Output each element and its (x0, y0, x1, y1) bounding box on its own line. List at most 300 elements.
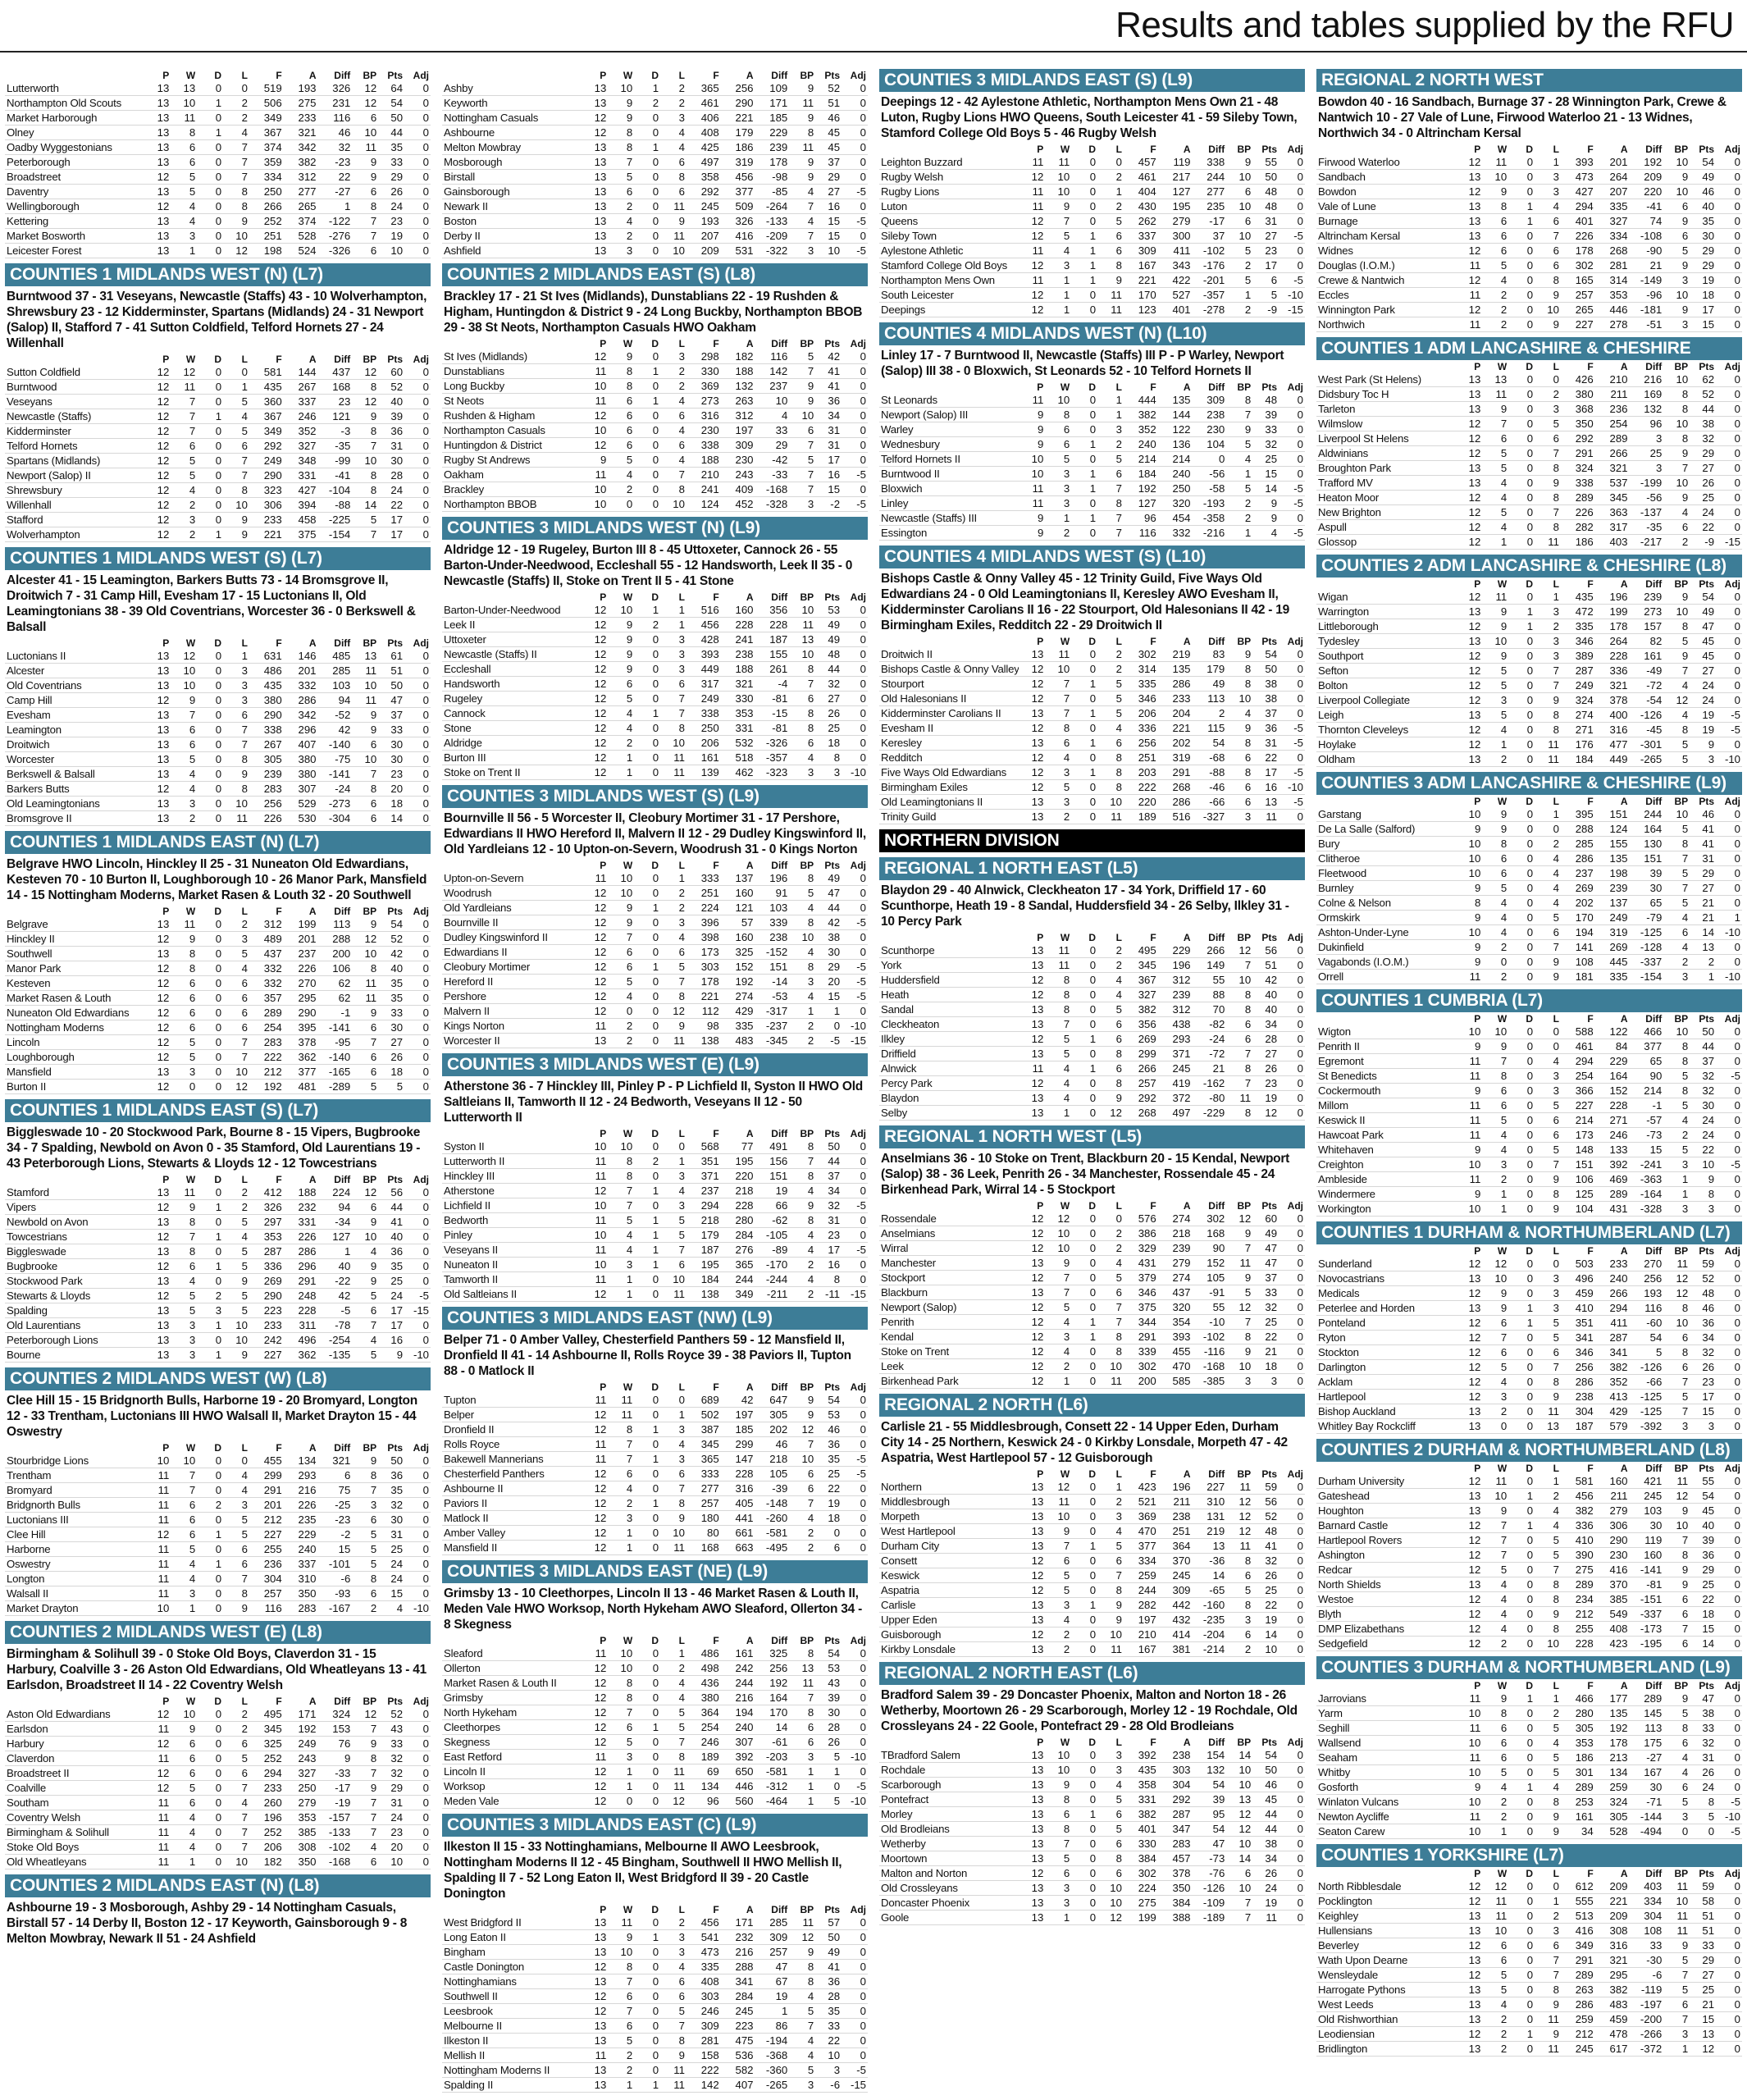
stat-cell: 3 (815, 765, 842, 780)
stat-cell: 5 (1045, 1300, 1071, 1315)
stat-cell: 25 (815, 1467, 842, 1481)
stat-cell: -317 (755, 1004, 790, 1019)
stat-cell: 65 (1630, 896, 1664, 911)
stat-cell: 67 (755, 1974, 790, 1989)
table-row (879, 1315, 1305, 1330)
stat-cell: 299 (721, 1437, 755, 1452)
stat-cell: 7 (352, 1810, 378, 1825)
stat-cell: 4 (1045, 1613, 1071, 1628)
stat-cell: 13 (1019, 647, 1045, 662)
stat-cell: 449 (1595, 752, 1630, 767)
stat-cell: 184 (1124, 467, 1158, 482)
stat-cell: 8 (1482, 1706, 1508, 1721)
table-header-row (879, 931, 1305, 943)
stat-cell: 10 (1045, 1241, 1071, 1256)
stat-cell: 42 (815, 915, 842, 930)
stat-cell: 312 (721, 409, 755, 423)
table-row (442, 603, 868, 618)
stat-cell: 0 (1508, 881, 1535, 896)
table-row (1316, 1795, 1742, 1810)
team-name: Keresley (879, 736, 1019, 751)
stat-cell: 461 (1561, 1039, 1595, 1054)
stat-cell: 9 (1456, 940, 1482, 955)
stat-cell: 9 (171, 1200, 197, 1215)
stat-cell: 5 (352, 1289, 378, 1303)
stat-cell: 11 (582, 871, 608, 886)
stat-cell: 0 (1279, 1061, 1305, 1076)
stat-cell: 195 (721, 1154, 755, 1169)
stat-cell: -116 (1193, 1344, 1227, 1359)
table-row (1316, 1938, 1742, 1953)
table-row (879, 736, 1305, 751)
stat-cell: 47 (1193, 1837, 1227, 1851)
stat-cell: -5 (318, 1303, 353, 1318)
stat-cell: 13 (144, 1244, 171, 1259)
league-section (1316, 555, 1742, 767)
team-name: Gosforth (1316, 1780, 1456, 1795)
stat-cell: 266 (1193, 943, 1227, 958)
header-w: W (1060, 381, 1070, 393)
stat-cell: 6 (1482, 244, 1508, 258)
team-name: Stockport (879, 1271, 1019, 1285)
team-name: Bromyard (5, 1483, 144, 1498)
stat-cell: 4 (1482, 1622, 1508, 1637)
stat-cell: 3 (1663, 970, 1690, 984)
table-row (5, 1483, 431, 1498)
stat-cell: 0 (842, 662, 868, 677)
team-name: Daventry (5, 185, 144, 199)
stat-cell: 1 (1482, 737, 1508, 752)
stat-cell: 0 (1508, 866, 1535, 881)
stat-cell: 0 (1071, 1300, 1097, 1315)
stat-cell: 6 (1482, 1953, 1508, 1968)
stat-cell: 7 (608, 1452, 634, 1467)
stat-cell: 0 (1071, 1359, 1097, 1374)
stat-cell: 1 (1508, 605, 1535, 619)
stat-cell: 0 (1716, 1577, 1742, 1592)
stat-cell: 11 (1456, 1054, 1482, 1069)
header-w: W (185, 1173, 196, 1185)
table-row (442, 1408, 868, 1422)
team-name: Nuneaton II (442, 1258, 582, 1272)
stat-cell: 0 (1279, 1002, 1305, 1017)
stat-cell: 2 (1045, 1359, 1071, 1374)
team-name: Firwood Waterloo (1316, 155, 1456, 170)
stat-cell: 454 (1158, 511, 1193, 526)
stat-cell: 214 (1158, 452, 1193, 467)
stat-cell: 8 (352, 380, 378, 395)
stat-cell: 13 (1019, 810, 1045, 824)
header-pts: Pts (1699, 578, 1715, 590)
stat-cell: 11 (1097, 303, 1124, 317)
stat-cell: 0 (1716, 1721, 1742, 1736)
team-name: Camp Hill (5, 693, 144, 708)
stat-cell: -164 (1630, 1187, 1664, 1202)
stat-cell: 31 (1690, 851, 1716, 866)
stat-cell: 8 (1535, 708, 1561, 723)
stat-cell: 333 (686, 1467, 721, 1481)
stat-cell: 13 (582, 199, 608, 214)
stat-cell: 5 (1482, 1360, 1508, 1375)
stat-cell: 11 (1097, 810, 1124, 824)
stat-cell: 2 (1663, 535, 1690, 550)
stat-cell: 8 (1226, 736, 1252, 751)
header-team (5, 1695, 144, 1707)
team-name: Keswick II (1316, 1113, 1456, 1128)
stat-cell: -5 (842, 2063, 868, 2078)
stat-cell: 462 (721, 765, 755, 780)
stat-cell: 230 (686, 423, 721, 438)
team-name: Cockermouth (1316, 1084, 1456, 1098)
header-diff: Diff (771, 1381, 788, 1393)
stat-cell: 200 (318, 947, 353, 961)
stat-cell: 55 (1193, 1300, 1227, 1315)
stat-cell: 378 (1595, 693, 1630, 708)
table-row (879, 1807, 1305, 1822)
stat-cell: 10 (223, 1333, 249, 1348)
stat-cell: 40 (378, 395, 404, 409)
stat-cell: 13 (1019, 1091, 1045, 1106)
stat-cell: 13 (1226, 1792, 1252, 1807)
stat-cell: 13 (1019, 1642, 1045, 1657)
stat-cell: 0 (1097, 1212, 1124, 1226)
stat-cell: 0 (842, 1213, 868, 1228)
stat-cell: 10 (789, 1452, 815, 1467)
stat-cell: 213 (1595, 1751, 1630, 1765)
stat-cell: 13 (1456, 708, 1482, 723)
header-p: P (600, 1381, 607, 1393)
stat-cell: 0 (842, 1705, 868, 1720)
stat-cell: 6 (660, 155, 686, 170)
league-table (5, 1441, 431, 1616)
stat-cell: 13 (144, 917, 171, 932)
stat-cell: 84 (1595, 1039, 1630, 1054)
stat-cell: 0 (404, 1557, 431, 1572)
stat-cell: 1 (197, 1200, 223, 1215)
stat-cell: 5 (1482, 881, 1508, 896)
stat-cell: 259 (1561, 2012, 1595, 2027)
stat-cell: 9 (171, 932, 197, 947)
stat-cell: 0 (660, 1393, 686, 1408)
stat-cell: 10 (789, 603, 815, 618)
stat-cell: 13 (144, 767, 171, 782)
stat-cell: 486 (686, 1646, 721, 1661)
stat-cell: 12 (1019, 214, 1045, 229)
team-name: North Hykeham (442, 1705, 582, 1720)
header-w: W (185, 69, 196, 81)
stat-cell: 250 (1158, 482, 1193, 496)
stat-cell: 98 (686, 1019, 721, 1034)
stat-cell: 8 (1663, 1721, 1690, 1736)
table-row (442, 1184, 868, 1198)
team-name: Stoke on Trent II (442, 765, 582, 780)
stat-cell: 0 (1508, 520, 1535, 535)
stat-cell: 15 (378, 1586, 404, 1601)
stat-cell: 59 (1690, 1879, 1716, 1894)
team-name: East Retford (442, 1750, 582, 1764)
stat-cell: 0 (404, 1244, 431, 1259)
team-name: Lincoln (5, 1035, 144, 1050)
stat-cell: 341 (1595, 1345, 1630, 1360)
table-row (442, 1989, 868, 2004)
stat-cell: 0 (842, 751, 868, 765)
stat-cell: 0 (1508, 417, 1535, 431)
stat-cell: 473 (686, 1945, 721, 1960)
stat-cell: -312 (755, 1779, 790, 1794)
stat-cell: 481 (284, 1080, 318, 1094)
team-name: South Leicester (879, 288, 1019, 303)
stat-cell: 11 (1456, 317, 1482, 332)
stat-cell: 1 (608, 765, 634, 780)
stat-cell: 7 (608, 2004, 634, 2019)
stat-cell: 518 (721, 751, 755, 765)
stat-cell: 8 (1663, 1345, 1690, 1360)
stat-cell: -5 (842, 214, 868, 229)
stat-cell: 11 (1456, 1721, 1482, 1736)
header-l: L (1553, 1244, 1559, 1257)
stat-cell: 42 (318, 1289, 353, 1303)
stat-cell: 382 (1595, 1360, 1630, 1375)
stat-cell: 48 (1252, 1524, 1279, 1539)
table-row (1316, 317, 1742, 332)
stat-cell: 5 (223, 1513, 249, 1527)
stat-cell: 221 (686, 989, 721, 1004)
header-diff: Diff (1645, 143, 1663, 155)
stat-cell: 62 (318, 976, 353, 991)
stat-cell: 6 (352, 797, 378, 811)
stat-cell: 0 (1716, 199, 1742, 214)
stat-cell: 12 (1456, 1257, 1482, 1271)
stat-cell: 12 (352, 1185, 378, 1200)
stat-cell: 12 (1019, 1315, 1045, 1330)
stat-cell: 416 (1561, 1924, 1595, 1938)
stat-cell: 30 (378, 752, 404, 767)
header-p: P (1474, 360, 1481, 372)
stat-cell: 104 (1193, 437, 1227, 452)
team-name: Pershore (442, 989, 582, 1004)
header-f: F (713, 859, 719, 871)
stat-cell: 3 (1663, 1419, 1690, 1434)
header-f: F (276, 1173, 282, 1185)
table-row (1316, 1172, 1742, 1187)
header-a: A (1620, 1679, 1628, 1691)
stat-cell: 262 (1124, 214, 1158, 229)
stat-cell: 11 (1097, 288, 1124, 303)
stat-cell: 341 (1561, 1331, 1595, 1345)
stat-cell: 10 (1663, 288, 1690, 303)
stat-cell: 5 (1535, 1316, 1561, 1331)
header-d: D (651, 1634, 659, 1646)
stat-cell: 209 (686, 244, 721, 258)
stat-cell: 0 (842, 1408, 868, 1422)
stat-cell: 12 (1456, 303, 1482, 317)
stat-cell: 0 (634, 692, 660, 706)
league-section (5, 1099, 431, 1363)
stat-cell: 5 (1045, 780, 1071, 795)
table-row (5, 229, 431, 244)
table-row (879, 1047, 1305, 1061)
stat-cell: 346 (1124, 1285, 1158, 1300)
stat-cell: 4 (223, 961, 249, 976)
stat-cell: 291 (1158, 765, 1193, 780)
stat-cell: 0 (634, 1287, 660, 1302)
stat-cell: 12 (582, 662, 608, 677)
stat-cell: 530 (284, 811, 318, 826)
league-title: COUNTIES 3 MIDLANDS WEST (N) (L9) (442, 517, 868, 540)
stat-cell: 502 (686, 1408, 721, 1422)
stat-cell: 0 (842, 1272, 868, 1287)
stat-cell: 30 (815, 1705, 842, 1720)
stat-cell: 0 (842, 379, 868, 394)
stat-cell: 9 (789, 81, 815, 96)
stat-cell: 74 (1630, 214, 1664, 229)
stat-cell: 38 (815, 930, 842, 945)
stat-cell: 6 (1535, 258, 1561, 273)
stat-cell: -19 (318, 1796, 353, 1810)
table-header-row (879, 381, 1305, 393)
stat-cell: 0 (197, 723, 223, 737)
stat-cell: 393 (1561, 155, 1595, 170)
stat-cell: 54 (1690, 1489, 1716, 1504)
stat-cell: -5 (842, 989, 868, 1004)
stat-cell: 4 (608, 706, 634, 721)
stat-cell: 4 (789, 1243, 815, 1258)
header-w: W (1060, 931, 1070, 943)
stat-cell: 8 (1663, 1548, 1690, 1563)
team-name: Bingham (442, 1945, 582, 1960)
stat-cell: 0 (842, 677, 868, 692)
league-section (5, 1621, 431, 1869)
stat-cell: 0 (634, 1676, 660, 1691)
stat-cell: 178 (1595, 619, 1630, 634)
header-f: F (276, 353, 282, 365)
stat-cell: 0 (223, 81, 249, 96)
header-w: W (1497, 143, 1508, 155)
stat-cell: 2 (1097, 199, 1124, 214)
stat-cell: 45 (1252, 1792, 1279, 1807)
table-row (879, 1554, 1305, 1568)
stat-cell: 8 (789, 706, 815, 721)
header-bp: BP (1237, 381, 1252, 393)
header-l: L (1553, 1462, 1559, 1474)
stat-cell: 0 (1508, 2012, 1535, 2027)
stat-cell: 0 (1716, 446, 1742, 461)
stat-cell: 0 (1071, 751, 1097, 765)
stat-cell: -581 (755, 1526, 790, 1541)
league-title: COUNTIES 2 MIDLANDS EAST (N) (L8) (5, 1874, 431, 1897)
stat-cell: -5 (1279, 721, 1305, 736)
table-row (442, 111, 868, 126)
team-name: Old Laurentians (5, 1318, 144, 1333)
team-name: Shrewsbury (5, 483, 144, 498)
stat-cell: 27 (1252, 1047, 1279, 1061)
stat-cell: -151 (1630, 1592, 1664, 1607)
stat-cell: 336 (1561, 1518, 1595, 1533)
table-row (5, 1513, 431, 1527)
stat-cell: 0 (1716, 590, 1742, 605)
team-name: Derby II (442, 229, 582, 244)
stat-cell: 256 (1630, 1271, 1664, 1286)
stat-cell: 459 (1595, 2012, 1630, 2027)
stat-cell: 11 (1663, 1909, 1690, 1924)
stat-cell: 0 (1716, 1563, 1742, 1577)
stat-cell: 19 (815, 1496, 842, 1511)
team-name: De La Salle (Salford) (1316, 822, 1456, 837)
stat-cell: 5 (1482, 505, 1508, 520)
stat-cell: 34 (1252, 1017, 1279, 1032)
stat-cell: 7 (1045, 1285, 1071, 1300)
stat-cell: 6 (1482, 1938, 1508, 1953)
stat-cell: 62 (1690, 372, 1716, 387)
stat-cell: 39 (815, 1691, 842, 1705)
table-row (442, 1974, 868, 1989)
stat-cell: 40 (318, 1259, 353, 1274)
stat-cell: 11 (582, 2048, 608, 2063)
table-row (879, 677, 1305, 692)
stat-cell: 6 (352, 185, 378, 199)
stat-cell: 0 (1508, 1938, 1535, 1953)
stat-cell: 5 (660, 1228, 686, 1243)
stat-cell: 11 (789, 618, 815, 632)
stat-cell: 18 (815, 736, 842, 751)
table-row (442, 1735, 868, 1750)
stat-cell: 6 (608, 1467, 634, 1481)
header-adj: Adj (850, 69, 866, 81)
stat-cell: 12 (1019, 1583, 1045, 1598)
stat-cell: 9 (352, 1274, 378, 1289)
stat-cell: -260 (755, 1511, 790, 1526)
stat-cell: 33 (1630, 1938, 1664, 1953)
stat-cell: 2 (171, 811, 197, 826)
stat-cell: 11 (352, 664, 378, 678)
stat-cell: 13 (1019, 736, 1045, 751)
stat-cell: -99 (318, 454, 353, 468)
stat-cell: 2 (1482, 2027, 1508, 2042)
stat-cell: 10 (1663, 605, 1690, 619)
stat-cell: 9 (789, 155, 815, 170)
stat-cell: 0 (1071, 988, 1097, 1002)
stat-cell: 12 (1456, 417, 1482, 431)
stat-cell: 0 (634, 438, 660, 453)
stat-cell: 12 (582, 1735, 608, 1750)
table-row (1316, 634, 1742, 649)
stat-cell: 195 (1158, 199, 1193, 214)
stat-cell: 204 (1158, 706, 1193, 721)
stat-cell: 0 (1716, 807, 1742, 822)
team-name: Eccles (1316, 288, 1456, 303)
stat-cell: 0 (1508, 2042, 1535, 2057)
stat-cell: 396 (686, 915, 721, 930)
team-name: Bishops Castle & Onny Valley (881, 663, 1019, 675)
stat-cell: 152 (1193, 1256, 1227, 1271)
stat-cell: 332 (284, 678, 318, 693)
team-name: Sandbach (1316, 170, 1456, 185)
stat-cell: 5 (1690, 1810, 1716, 1824)
header-f: F (1587, 1462, 1594, 1474)
stat-cell: 88 (1193, 988, 1227, 1002)
stat-cell: 1 (634, 1720, 660, 1735)
table-row (1316, 881, 1742, 896)
stat-cell: 164 (755, 1691, 790, 1705)
table-row (5, 1707, 431, 1722)
stat-cell: 5 (1045, 229, 1071, 244)
stat-cell: 408 (686, 1974, 721, 1989)
stat-cell: 647 (755, 1393, 790, 1408)
stat-cell: 0 (197, 811, 223, 826)
league-title: COUNTIES 3 DURHAM & NORTHUMBERLAND (L9) (1316, 1656, 1742, 1679)
stat-cell: -30 (1630, 1953, 1664, 1968)
stat-cell: 382 (1124, 408, 1158, 422)
